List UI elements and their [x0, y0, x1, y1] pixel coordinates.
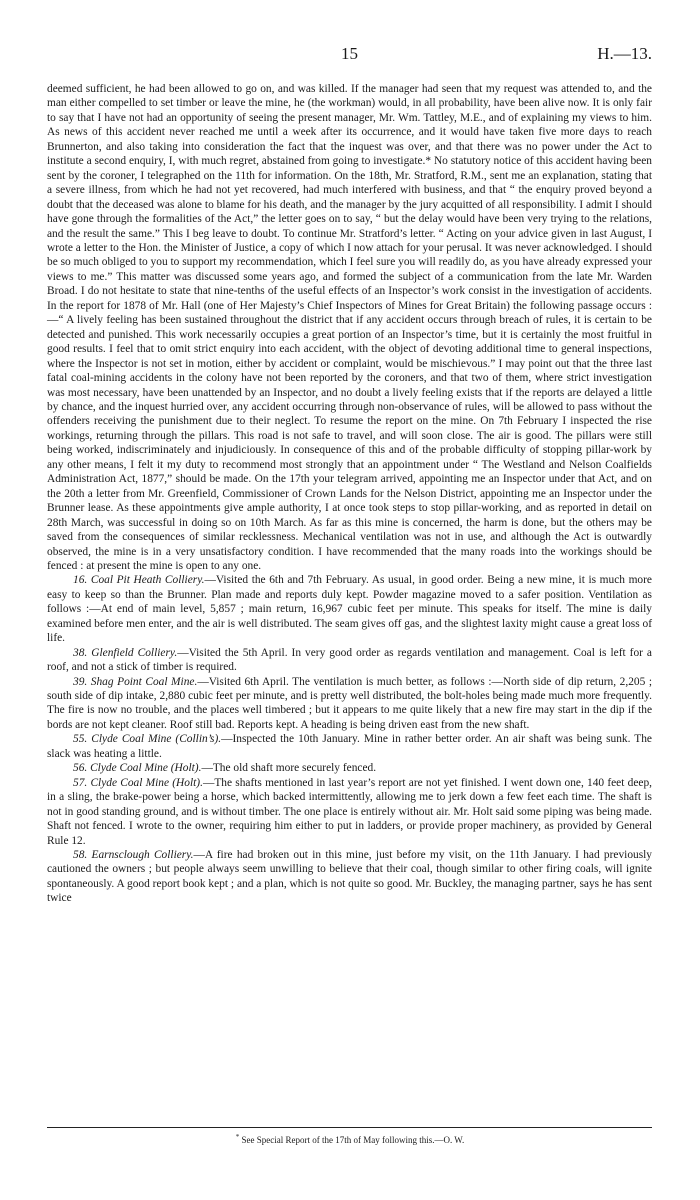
- paragraph-glenfield-colliery: [47, 646, 652, 675]
- paragraph-heading: 57. Clyde Coal Mine (Holt).: [73, 776, 203, 789]
- paragraph-shag-point-coal-mine: [47, 675, 652, 733]
- paragraph-heading: 16. Coal Pit Heath Colliery.: [73, 574, 205, 587]
- footnote-marker: *: [235, 1133, 240, 1141]
- paragraph-earnsclough-colliery: [47, 848, 652, 906]
- paragraph-heading: 39. Shag Point Coal Mine.: [73, 675, 198, 688]
- report-body: [47, 82, 652, 906]
- paragraph-heading: 58. Earnsclough Colliery.: [73, 849, 194, 862]
- footnote: [0, 1133, 700, 1145]
- paragraph-text: —A fire had broken out in this mine, just before my visit, on the 11th January. I had previously cautioned the owners ; but people always seem unwilling to believe that their coal, though similar to other firing coals, will ignite spontaneously. A good report book kept ; and a plan, which is not quite so good. Mr. Buckley, the managing partner, says he has sent twice: [47, 849, 653, 905]
- paragraph-coal-pit-heath-colliery: [47, 573, 652, 645]
- paragraph-heading: 38. Glenfield Colliery.: [73, 646, 178, 659]
- paragraph-text: —Visited the 6th and 7th February. As usual, in good order. Being a new mine, it is much more easy to keep so than the Brunner. Plan made and reports duly kept. Powder magazine moved to a safer position. Ventilation as follows :—At end of main level, 5,857 ; main return, 16,967 cubic feet per minute. This speaks for itself. The mine is daily examined before men enter, and the air is well distributed. The seam gives off gas, and the slightest laxity might cause a great loss of life.: [47, 574, 652, 645]
- paragraph-text: —Visited 6th April. The ventilation is much better, as follows :—North side of dip return, 2,205 ; south side of dip intake, 2,880 cubic feet per minute, and is pretty well distributed, the bolt-holes being made much more frequently. The fire is now no trouble, and the places well timbered ; but it appears to me quite likely that a new fire may start in the dip if the bords are not kept cleaner. Roof still bad. Reports kept. A heading is being driven east from the new shaft.: [47, 675, 652, 731]
- paragraph-heading: 56. Clyde Coal Mine (Holt).: [73, 762, 202, 775]
- footnote-text: See Special Report of the 17th of May following this.—O. W.: [239, 1135, 465, 1145]
- document-reference: H.—13.: [597, 44, 652, 63]
- paragraph-text: —Visited the 5th April. In very good order as regards ventilation and management. Coal is left for a roof, and not a stick of timber is required.: [47, 646, 652, 674]
- page-number: 15: [341, 44, 358, 63]
- paragraph-text: —The old shaft more securely fenced.: [201, 762, 377, 775]
- paragraph-clyde-coal-mine-holt-56: [47, 761, 652, 775]
- paragraph-clyde-coal-mine-holt-57: [47, 776, 652, 848]
- page-header: [47, 44, 652, 68]
- paragraph-text: —The shafts mentioned in last year’s report are not yet finished. I went down one, 140 feet deep, in a sling, the brake-power being a horse, which backed intermittently, allowing me to jerk down a few feet each time. The shaft is not in good standing ground, and is without timber. The one place is entirely without air. Mr. Holt said some piping was being made. Shaft not fenced. I wrote to the owner, requiring him either to put in ladders, or provide proper machinery, as provided by General Rule 12.: [47, 776, 652, 847]
- paragraph-continued: [47, 82, 652, 573]
- paragraph-text: deemed sufficient, he had been allowed to go on, and was killed. If the manager had seen that my request was attended to, and the man either compelled to set timber or leave the mine, he (the workman) would, in all probability, have been alive now. It is only fair to say that I have not had an opportunity of seeing the present manager, Mr. Wm. Tattley, M.E., and of explaining my views to him. As news of this accident never reached me until a week after its occurrence, and it would have taken five more days to reach Brunnerton, and also taking into consideration the fact that the inquest was over, and that there was no power under the Act to institute a second enquiry, I, with much regret, abstained from going to investigate.* No statutory notice of this accident having been sent by the coroner, I telegraphed on the 11th for information. On the 18th, Mr. Stratford, R.M., sent me an explanation, stating that a severe illness, from which he had not yet recovered, had much interfered with business, and that “ the enquiry proved beyond a doubt that the deceased was alone to blame for his death, and the manager by the jury acquitted of all responsibility. I admit I should have gone through the formalities of the Act,” the letter goes on to say, “ but the delay would have been very trying to the relations, and the result the same.” This I beg leave to doubt. To continue Mr. Stratford’s letter. “ Acting on your advice given in last August, I wrote a letter to the Hon. the Minister of Justice, a copy of which I now attach for your perusal. It was never acknowledged. I should be so much obliged to you to support my recommendation, which I feel sure you will readily do, as you have already expressed your views to me.” This matter was discussed some years ago, and formed the subject of a communication from the late Mr. Warden Broad. I do not hesitate to state that nine-tenths of the useful effects of an Inspector’s work consist in the investigation of accidents. In the report for 1878 of Mr. Hall (one of Her Majesty’s Chief Inspectors of Mines for Great Britain) the following passage occurs :—“ A lively feeling has been sustained throughout the district that if any accident occurs through breach of rules, it is certain to be detected and punished. This work necessarily occupies a great portion of an Inspector’s time, but it is certainly the most fruitful in good results. I feel that to omit strict enquiry into each accident, with the object of devoting additional time to general inspections, where the Inspector is not set in motion, either by accident or complaint, would be mischievous.” I may point out that the three last fatal coal-mining accidents in the colony have not been reported by the coroners, and that two of them, where strict investigation was most necessary, have been unattended by an Inspector, and no doubt a lively feeling exists that if the reports are delayed a little by chance, and the inquest hurried over, any accident occurring through non-observance of rules, will be allowed to pass without the offenders receiving the punishment due to their neglect. To resume the report on the mine. On 7th February I inspected the rise workings, returning through the pillars. This road is not safe to travel, and will soon close. The air is good. The pillars were still being worked, indiscriminately and injudiciously. In consequence of this and of the probable difficulty of stopping pillar-work by any other means, I felt it my duty to recommend most strongly that an appointment under “ The Westland and Nelson Coalfields Administration Act, 1877,” should be made. On the 17th your telegram arrived, appointing me an Inspector under that Act, and on the 20th a letter from Mr. Greenfield, Commissioner of Crown Lands for the Nelson District, appointing me an Inspector under the Brunner lease. As these appointments give ample authority, I at once took steps to stop pillar-working, and as reported in detail on 28th March, was successful in doing so on 10th March. As far as this mine is concerned, the harm is done, but the others may be saved from the consequences of similar recklessness. Mechanical ventilation was not in use, and although the Act is outwardly observed, the mine is in a very unsatisfactory condition. I have recommended that the many roads into the workings should be fenced : at present the mine is open to any one.: [47, 83, 652, 572]
- paragraph-clyde-coal-mine-collins: [47, 732, 652, 761]
- paragraph-heading: 55. Clyde Coal Mine (Collin’s).: [73, 733, 222, 746]
- footnote-divider: [47, 1127, 652, 1128]
- paragraph-text: —Inspected the 10th January. Mine in rather better order. An air shaft was being sunk. The slack was heating a little.: [47, 733, 652, 760]
